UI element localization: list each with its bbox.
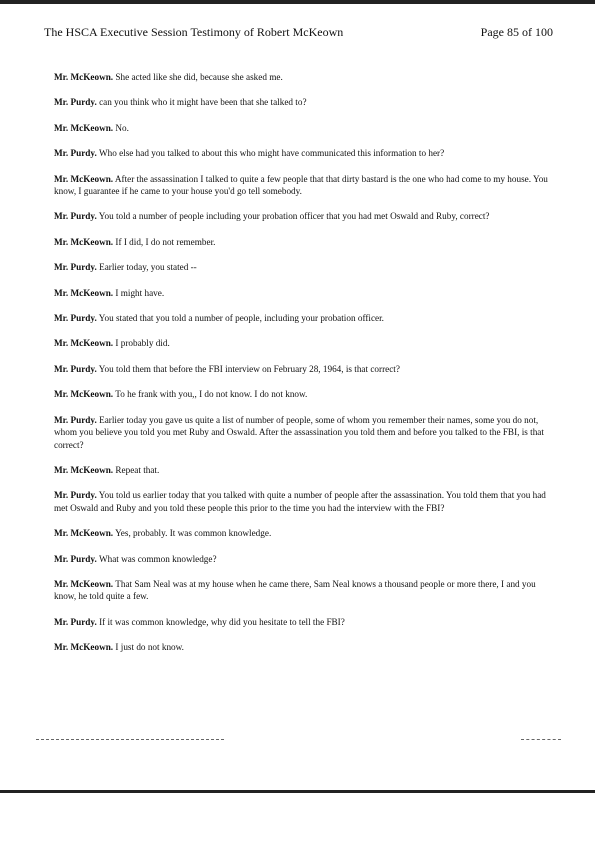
speaker-name: Mr. Purdy. bbox=[54, 97, 97, 108]
speaker-name: Mr. Purdy. bbox=[54, 148, 97, 159]
turn-text: You told them that before the FBI interview on February 28, 1964, is that correct? bbox=[98, 363, 400, 374]
transcript-turn bbox=[54, 173, 554, 198]
turn-text: Earlier today, you stated -- bbox=[99, 262, 197, 273]
speaker-name: Mr. Purdy. bbox=[54, 553, 97, 564]
turn-text: No. bbox=[115, 122, 129, 133]
transcript-turn bbox=[54, 147, 554, 159]
transcript-turn bbox=[54, 527, 554, 539]
turn-text: You told us earlier today that you talked with quite a number of people after the assassination. You told them that you had met Oswald and Ruby and you told these people this prior to the time you had the interview with the FBI? bbox=[54, 490, 546, 513]
speaker-name: Mr. Purdy. bbox=[54, 414, 97, 425]
speaker-name: Mr. Purdy. bbox=[54, 262, 97, 273]
transcript-turn bbox=[54, 388, 554, 400]
transcript-turn bbox=[54, 236, 554, 248]
turn-text: Who else had you talked to about this who might have communicated this information to her? bbox=[98, 148, 445, 159]
transcript-turn bbox=[54, 287, 554, 299]
transcript-turn bbox=[54, 261, 554, 273]
turn-text: If it was common knowledge, why did you hesitate to tell the FBI? bbox=[99, 616, 345, 627]
turn-text: That Sam Neal was at my house when he came there, Sam Neal knows a thousand people or more there, I and you know, he told quite a few. bbox=[54, 578, 536, 602]
turn-text: can you think who it might have been that she talked to? bbox=[99, 97, 307, 108]
turn-text: You told a number of people including your probation officer that you had met Oswald and Ruby, correct? bbox=[98, 211, 490, 222]
turn-text: To he frank with you,, I do not know. I do not know. bbox=[115, 389, 308, 400]
speaker-name: Mr. Purdy. bbox=[54, 616, 97, 627]
dashed-rule-left bbox=[36, 739, 224, 740]
transcript-turn bbox=[54, 337, 554, 349]
turn-text: Earlier today you gave us quite a list of number of people, some of whom you remember their names, some you do not, whom you believe you told you met Ruby and Oswald. After the assassination you told them and before you talked to the FBI, is that correct? bbox=[54, 414, 544, 450]
speaker-name: Mr. Purdy. bbox=[54, 363, 97, 374]
speaker-name: Mr. McKeown. bbox=[54, 122, 114, 133]
speaker-name: Mr. Purdy. bbox=[54, 313, 97, 324]
transcript-turn bbox=[54, 616, 554, 628]
speaker-name: Mr. McKeown. bbox=[54, 287, 114, 298]
transcript-turn bbox=[54, 414, 554, 451]
speaker-name: Mr. McKeown. bbox=[54, 389, 114, 400]
transcript-turn bbox=[54, 489, 554, 514]
transcript-body bbox=[54, 71, 554, 667]
transcript-turn bbox=[54, 363, 554, 375]
turn-text: Yes, probably. It was common knowledge. bbox=[115, 528, 272, 539]
transcript-turn bbox=[54, 553, 554, 565]
speaker-name: Mr. McKeown. bbox=[54, 236, 114, 247]
speaker-name: Mr. McKeown. bbox=[54, 464, 114, 475]
speaker-name: Mr. McKeown. bbox=[54, 642, 114, 653]
speaker-name: Mr. McKeown. bbox=[54, 338, 114, 349]
speaker-name: Mr. McKeown. bbox=[54, 578, 114, 589]
turn-text: I probably did. bbox=[115, 338, 170, 349]
speaker-name: Mr. Purdy. bbox=[54, 211, 97, 222]
transcript-turn bbox=[54, 578, 554, 603]
transcript-turn bbox=[54, 96, 554, 108]
speaker-name: Mr. McKeown. bbox=[54, 72, 114, 82]
turn-text: She acted like she did, because she asked me. bbox=[115, 72, 283, 82]
speaker-name: Mr. McKeown. bbox=[54, 528, 114, 539]
turn-text: I might have. bbox=[115, 287, 165, 298]
bottom-border-rule bbox=[0, 790, 595, 793]
transcript-turn bbox=[54, 71, 554, 83]
transcript-turn bbox=[54, 464, 554, 476]
turn-text: You stated that you told a number of people, including your probation officer. bbox=[98, 313, 384, 324]
turn-text: I just do not know. bbox=[115, 642, 184, 653]
top-border-rule bbox=[0, 0, 595, 4]
dashed-rule-right bbox=[521, 739, 561, 740]
turn-text: If I did, I do not remember. bbox=[115, 236, 216, 247]
transcript-turn bbox=[54, 210, 554, 222]
page-number: Page 85 of 100 bbox=[480, 25, 553, 39]
transcript-turn bbox=[54, 641, 554, 653]
turn-text: Repeat that. bbox=[115, 464, 160, 475]
turn-text: What was common knowledge? bbox=[98, 553, 217, 564]
footer-scan-artifact bbox=[36, 737, 561, 743]
page-header bbox=[44, 25, 553, 40]
transcript-turn bbox=[54, 122, 554, 134]
document-title: The HSCA Executive Session Testimony of Robert McKeown bbox=[44, 25, 344, 39]
transcript-turn bbox=[54, 312, 554, 324]
speaker-name: Mr. Purdy. bbox=[54, 490, 97, 501]
speaker-name: Mr. McKeown. bbox=[54, 173, 114, 184]
turn-text: After the assassination I talked to quite a few people that that dirty bastard is the one who had come to my house. You know, I guarantee if he came to your house you'd go tell somebody. bbox=[54, 173, 548, 197]
